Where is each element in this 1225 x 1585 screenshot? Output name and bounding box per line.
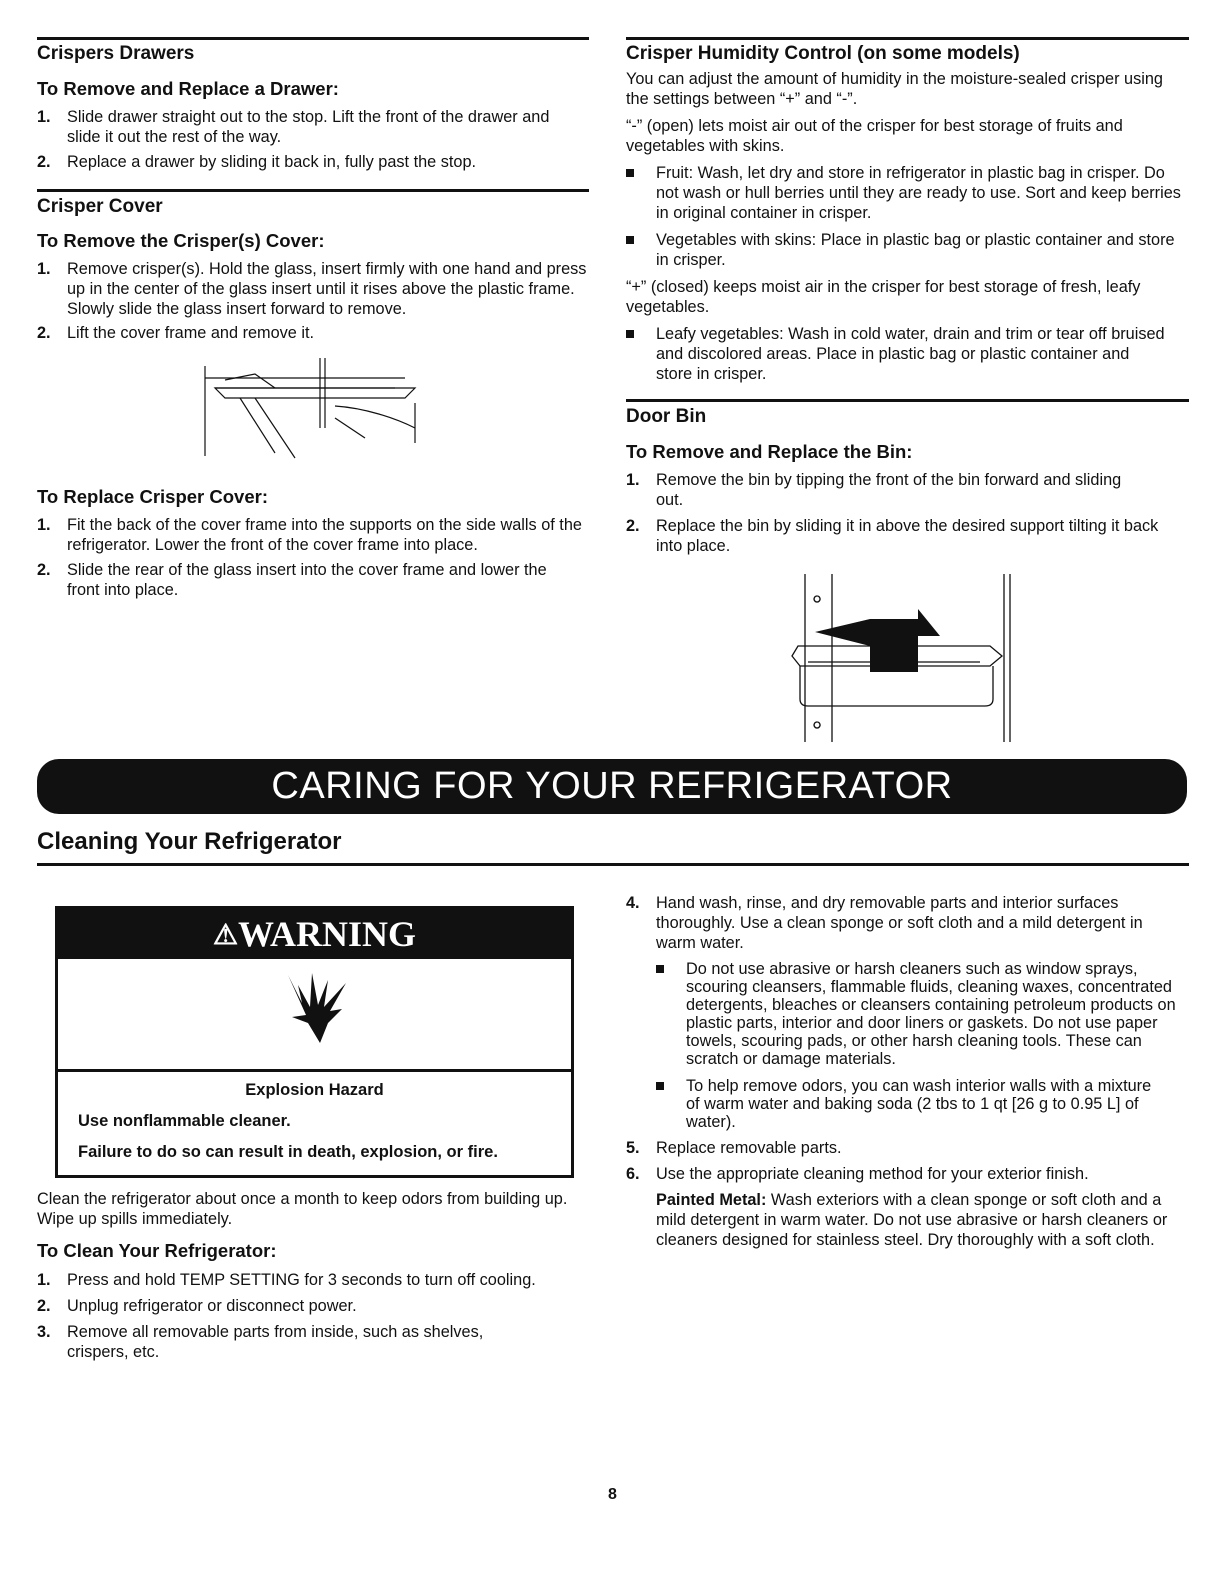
door-bin-illustration [790,574,1025,744]
bullet-square [626,330,634,338]
rule-cleaning [37,863,1189,866]
step-text: Slide drawer straight out to the stop. Lift the front of the drawer and slide it out the rest of the way. [67,108,550,146]
leafy-bullet [626,324,1166,384]
remove-drawer-subtitle: To Remove and Replace a Drawer: [37,78,339,99]
page-number: 8 [608,1486,617,1503]
step-number: 2. [37,1297,51,1315]
painted-metal-paragraph [656,1190,1176,1250]
step-text: Replace the bin by sliding it in above the desired support tilting it back into place. [656,517,1159,555]
crisper-cover-illustration [195,358,435,463]
clean-step-5 [626,1138,1171,1158]
warning-box [55,906,574,1178]
humidity-intro: You can adjust the amount of humidity in the moisture-sealed crisper using the settings between “+” and “-”. [626,70,1163,108]
rule-humidity [626,37,1189,40]
bullet-text: Do not use abrasive or harsh cleaners such as window sprays, scouring cleansers, flammable fluids, cleaning waxes, concentrated detergents, bleaches or cleansers containing petroleum products on plastic parts, interior and door liners or gaskets. Do not use paper towels, scouring pads, or other harsh cleaning tools. These can scratch or damage materials. [686,960,1176,1068]
section-banner: CARING FOR YOUR REFRIGERATOR [37,759,1187,814]
cleaning-intro: Clean the refrigerator about once a month to keep odors from building up. Wipe up spills immediately. [37,1190,568,1228]
bin-step-1 [626,470,1136,510]
step-text: Fit the back of the cover frame into the supports on the side walls of the refrigerator. Lower the front of the cover frame into place. [67,516,582,554]
bullet-square [626,236,634,244]
cover-step-2 [37,323,592,343]
crisper-cover-title: Crisper Cover [37,196,163,217]
step-text: Replace a drawer by sliding it back in, fully past the stop. [67,153,477,171]
clean-step-2 [37,1296,592,1316]
humidity-title: Crisper Humidity Control (on some models) [626,43,1020,64]
warning-hazard: Explosion Hazard [245,1081,384,1099]
painted-metal-text: Wash exteriors with a clean sponge or soft cloth and a mild detergent in warm water. Do not use abrasive or harsh cleaners or cleaners designed for stainless steel. Dry thoroughly with a soft cloth. [656,1191,1168,1249]
clean-step-6 [626,1164,1171,1184]
explosion-icon [280,965,355,1045]
clean-step-1 [37,1270,592,1290]
step-text: Hand wash, rinse, and dry removable parts and interior surfaces thoroughly. Use a clean sponge or soft cloth and a mild detergent in warm water. [656,894,1143,952]
warning-header [58,909,571,959]
humidity-open-text: “-” (open) lets moist air out of the crisper for best storage of fruits and vegetables with skins. [626,117,1123,155]
step-number: 1. [37,260,51,278]
bullet-square [656,965,664,973]
step-number: 2. [626,517,640,535]
warning-separator [58,1069,571,1072]
bullet-text: To help remove odors, you can wash interior walls with a mixture of warm water and baking soda (2 tbs to 1 qt [26 g to 0.95 L] of water). [686,1077,1152,1131]
step-text: Remove all removable parts from inside, such as shelves, crispers, etc. [67,1323,484,1361]
step-text: Remove the bin by tipping the front of the bin forward and sliding out. [656,471,1122,509]
bin-step-2 [626,516,1171,556]
vegetables-bullet [626,230,1186,270]
painted-metal-label: Painted Metal: [656,1191,767,1209]
step-number: 1. [37,516,51,534]
step-text: Replace removable parts. [656,1139,842,1157]
step-text: Slide the rear of the glass insert into the cover frame and lower the front into place. [67,561,547,599]
warning-line-1: Use nonflammable cleaner. [78,1112,291,1130]
step-number: 1. [37,108,51,126]
bullet-square [656,1082,664,1090]
door-bin-subtitle: To Remove and Replace the Bin: [626,441,913,462]
step-number: 2. [37,153,51,171]
step-number: 5. [626,1139,640,1157]
step-text: Lift the cover frame and remove it. [67,324,315,342]
fruit-bullet [626,163,1186,223]
step-number: 1. [626,471,640,489]
bullet-square [626,169,634,177]
bullet-text: Leafy vegetables: Wash in cold water, drain and trim or tear off bruised and discolored areas. Place in plastic bag or plastic container and store in crisper. [656,325,1165,383]
abrasive-bullet [656,960,1176,1068]
rule-door-bin [626,399,1189,402]
step-text: Use the appropriate cleaning method for your exterior finish. [656,1165,1089,1183]
bullet-text: Fruit: Wash, let dry and store in refrigerator in plastic bag in crisper. Do not wash or hull berries until they are ready to use. Sort and keep berries in original container in crisper. [656,164,1181,222]
rule-crisper-cover [37,189,589,192]
warning-triangle-icon: ⚠ [212,920,239,951]
crispers-drawers-title: Crispers Drawers [37,43,195,64]
drawer-step-1 [37,107,567,147]
step-text: Remove crisper(s). Hold the glass, insert firmly with one hand and press up in the center of the glass insert until it rises above the plastic frame. Slowly slide the glass insert forward to remove. [67,260,587,318]
step-number: 4. [626,894,640,912]
clean-step-4 [626,893,1171,953]
odor-bullet [656,1077,1156,1131]
cleaning-title: Cleaning Your Refrigerator [37,828,342,855]
door-bin-title: Door Bin [626,406,707,427]
replace-cover-step-2 [37,560,567,600]
humidity-closed-text: “+” (closed) keeps moist air in the crisper for best storage of fresh, leafy vegetables. [626,278,1141,316]
cover-step-1 [37,259,592,319]
step-number: 6. [626,1165,640,1183]
rule-crispers-drawers [37,37,589,40]
replace-cover-step-1 [37,515,592,555]
warning-label: WARNING [238,914,417,954]
step-number: 2. [37,561,51,579]
step-number: 2. [37,324,51,342]
step-text: Unplug refrigerator or disconnect power. [67,1297,357,1315]
clean-subtitle: To Clean Your Refrigerator: [37,1240,277,1261]
warning-line-2: Failure to do so can result in death, explosion, or fire. [78,1143,498,1161]
replace-cover-subtitle: To Replace Crisper Cover: [37,486,268,507]
remove-cover-subtitle: To Remove the Crisper(s) Cover: [37,230,325,251]
step-text: Press and hold TEMP SETTING for 3 seconds to turn off cooling. [67,1271,536,1289]
clean-step-3 [37,1322,537,1362]
step-number: 1. [37,1271,51,1289]
drawer-step-2 [37,152,567,172]
bullet-text: Vegetables with skins: Place in plastic bag or plastic container and store in crisper. [656,231,1175,269]
step-number: 3. [37,1323,51,1341]
